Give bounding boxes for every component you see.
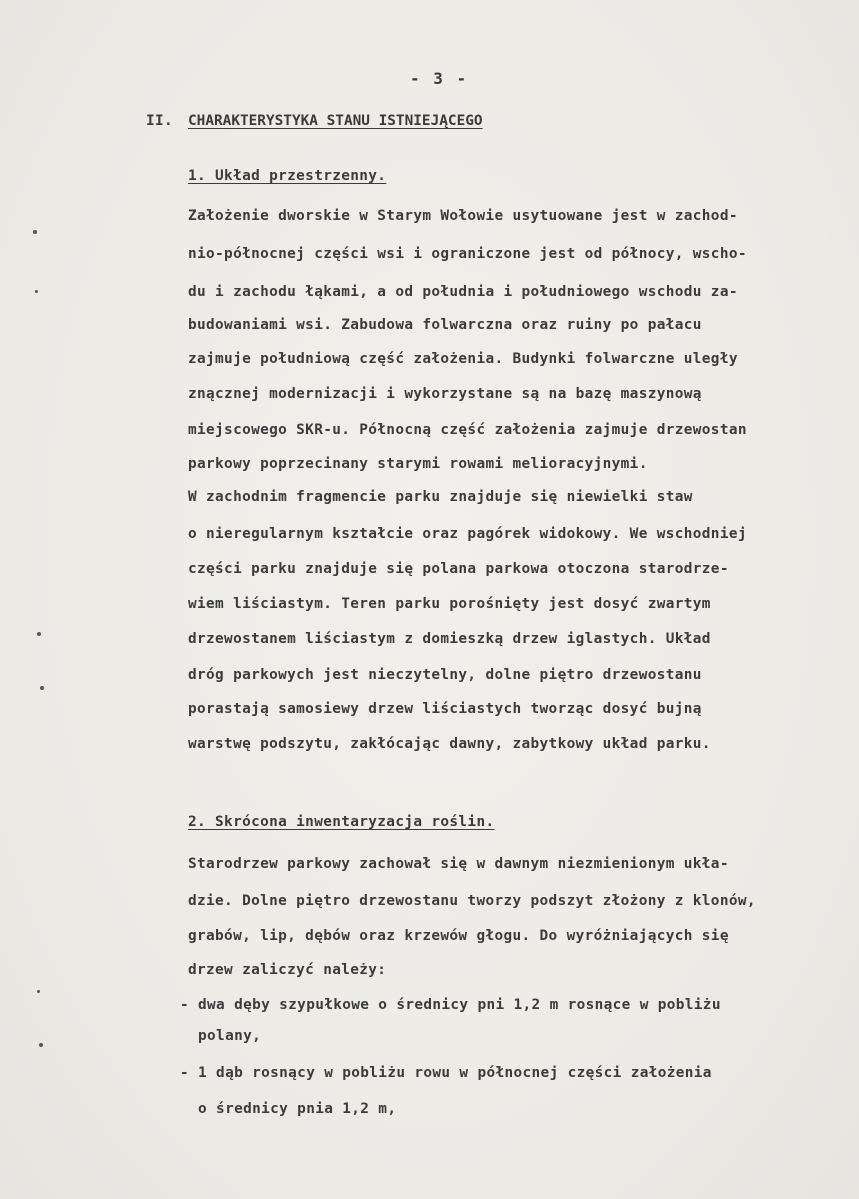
- punch-mark: [37, 632, 41, 636]
- section-numeral: II.: [146, 113, 174, 129]
- punch-mark: [39, 1043, 43, 1047]
- punch-mark: [37, 990, 40, 993]
- section-title: CHARAKTERYSTYKA STANU ISTNIEJĄCEGO: [188, 113, 483, 129]
- body-line: o nieregularnym kształcie oraz pagórek widokowy. We wschodniej: [188, 526, 747, 542]
- list-item: - dwa dęby szypułkowe o średnicy pni 1,2 m rosnące w pobliżu: [180, 997, 721, 1013]
- body-line: wiem liściastym. Teren parku porośnięty jest dosyć zwartym: [188, 596, 711, 612]
- body-line: du i zachodu łąkami, a od południa i południowego wschodu za-: [188, 284, 738, 300]
- subsection-2-heading: 2. Skrócona inwentaryzacja roślin.: [188, 814, 495, 830]
- body-line: miejscowego SKR-u. Północną część założenia zajmuje drzewostan: [188, 422, 747, 438]
- subsection-1-heading: 1. Układ przestrzenny.: [188, 168, 387, 184]
- body-line: dzie. Dolne piętro drzewostanu tworzy podszyt złożony z klonów,: [188, 893, 756, 909]
- body-line: Założenie dworskie w Starym Wołowie usytuowane jest w zachod-: [188, 208, 738, 224]
- body-line: budowaniami wsi. Zabudowa folwarczna oraz ruiny po pałacu: [188, 317, 702, 333]
- list-item-continuation: o średnicy pnia 1,2 m,: [180, 1101, 397, 1117]
- body-line: parkowy poprzecinany starymi rowami melioracyjnymi.: [188, 456, 648, 472]
- body-line: dróg parkowych jest nieczytelny, dolne piętro drzewostanu: [188, 667, 702, 683]
- body-line: W zachodnim fragmencie parku znajduje się niewielki staw: [188, 489, 693, 505]
- punch-mark: [35, 290, 38, 293]
- body-line: warstwę podszytu, zakłócając dawny, zabytkowy układ parku.: [188, 736, 711, 752]
- list-item-continuation: polany,: [180, 1028, 262, 1044]
- body-line: drzew zaliczyć należy:: [188, 962, 387, 978]
- page-number: - 3 -: [410, 69, 469, 88]
- body-line: znącznej modernizacji i wykorzystane są na bazę maszynową: [188, 386, 702, 402]
- body-line: części parku znajduje się polana parkowa otoczona starodrze-: [188, 561, 729, 577]
- body-line: Starodrzew parkowy zachował się w dawnym niezmienionym ukła-: [188, 856, 729, 872]
- punch-mark: [33, 230, 37, 234]
- body-line: grabów, lip, dębów oraz krzewów głogu. Do wyróżniających się: [188, 928, 729, 944]
- punch-mark: [40, 686, 44, 690]
- list-item: - 1 dąb rosnący w pobliżu rowu w północnej części założenia: [180, 1065, 712, 1081]
- body-line: zajmuje południową część założenia. Budynki folwarczne uległy: [188, 351, 738, 367]
- body-line: nio-północnej części wsi i ograniczone jest od północy, wscho-: [188, 246, 747, 262]
- body-line: drzewostanem liściastym z domieszką drzew iglastych. Układ: [188, 631, 711, 647]
- body-line: porastają samosiewy drzew liściastych tworząc dosyć bujną: [188, 701, 702, 717]
